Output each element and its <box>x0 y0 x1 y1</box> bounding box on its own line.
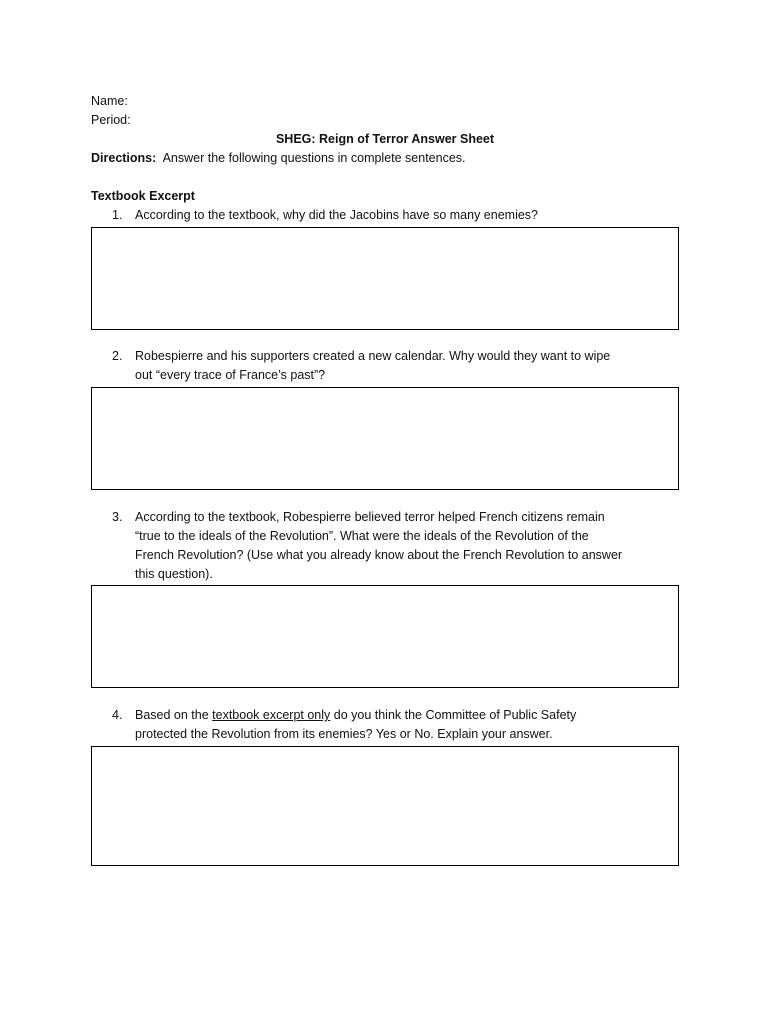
question-text-line: According to the textbook, Robespierre believed terror helped French citizens remain <box>135 510 605 524</box>
question-text-underlined: textbook excerpt only <box>212 708 331 722</box>
question-text-line: Robespierre and his supporters created a new calendar. Why would they want to wipe <box>135 349 611 363</box>
directions-text: Answer the following questions in complete sentences. <box>162 151 466 165</box>
question-number: 4. <box>112 708 123 722</box>
question-3 <box>91 508 679 584</box>
question-text-line: protected the Revolution from its enemies? Yes or No. Explain your answer. <box>135 727 553 741</box>
answer-box-3[interactable] <box>91 585 679 688</box>
name-label: Name: <box>91 94 128 108</box>
period-label: Period: <box>91 113 131 127</box>
question-text-line: this question). <box>135 567 213 581</box>
answer-box-2[interactable] <box>91 387 679 490</box>
question-text-after: do you think the Committee of Public Safety <box>330 708 577 722</box>
question-number: 1. <box>112 208 123 222</box>
question-text-before: Based on the <box>135 708 213 722</box>
answer-box-1[interactable] <box>91 227 679 330</box>
question-text-line <box>135 706 679 725</box>
question-text-line: out “every trace of France’s past”? <box>135 368 326 382</box>
section-title: Textbook Excerpt <box>91 189 195 203</box>
question-text-line: “true to the ideals of the Revolution”. What were the ideals of the Revolution of the <box>135 529 589 543</box>
directions <box>91 149 679 168</box>
answer-box-4[interactable] <box>91 746 679 866</box>
answer-sheet <box>91 92 679 866</box>
question-text-line: French Revolution? (Use what you already know about the French Revolution to answer <box>135 548 623 562</box>
question-4 <box>91 706 679 744</box>
question-text-line: According to the textbook, why did the Jacobins have so many enemies? <box>135 208 539 222</box>
page-title: SHEG: Reign of Terror Answer Sheet <box>275 132 495 146</box>
question-2 <box>91 347 679 385</box>
directions-label: Directions: <box>91 151 157 165</box>
question-number: 3. <box>112 510 123 524</box>
question-1 <box>91 206 679 225</box>
question-number: 2. <box>112 349 123 363</box>
